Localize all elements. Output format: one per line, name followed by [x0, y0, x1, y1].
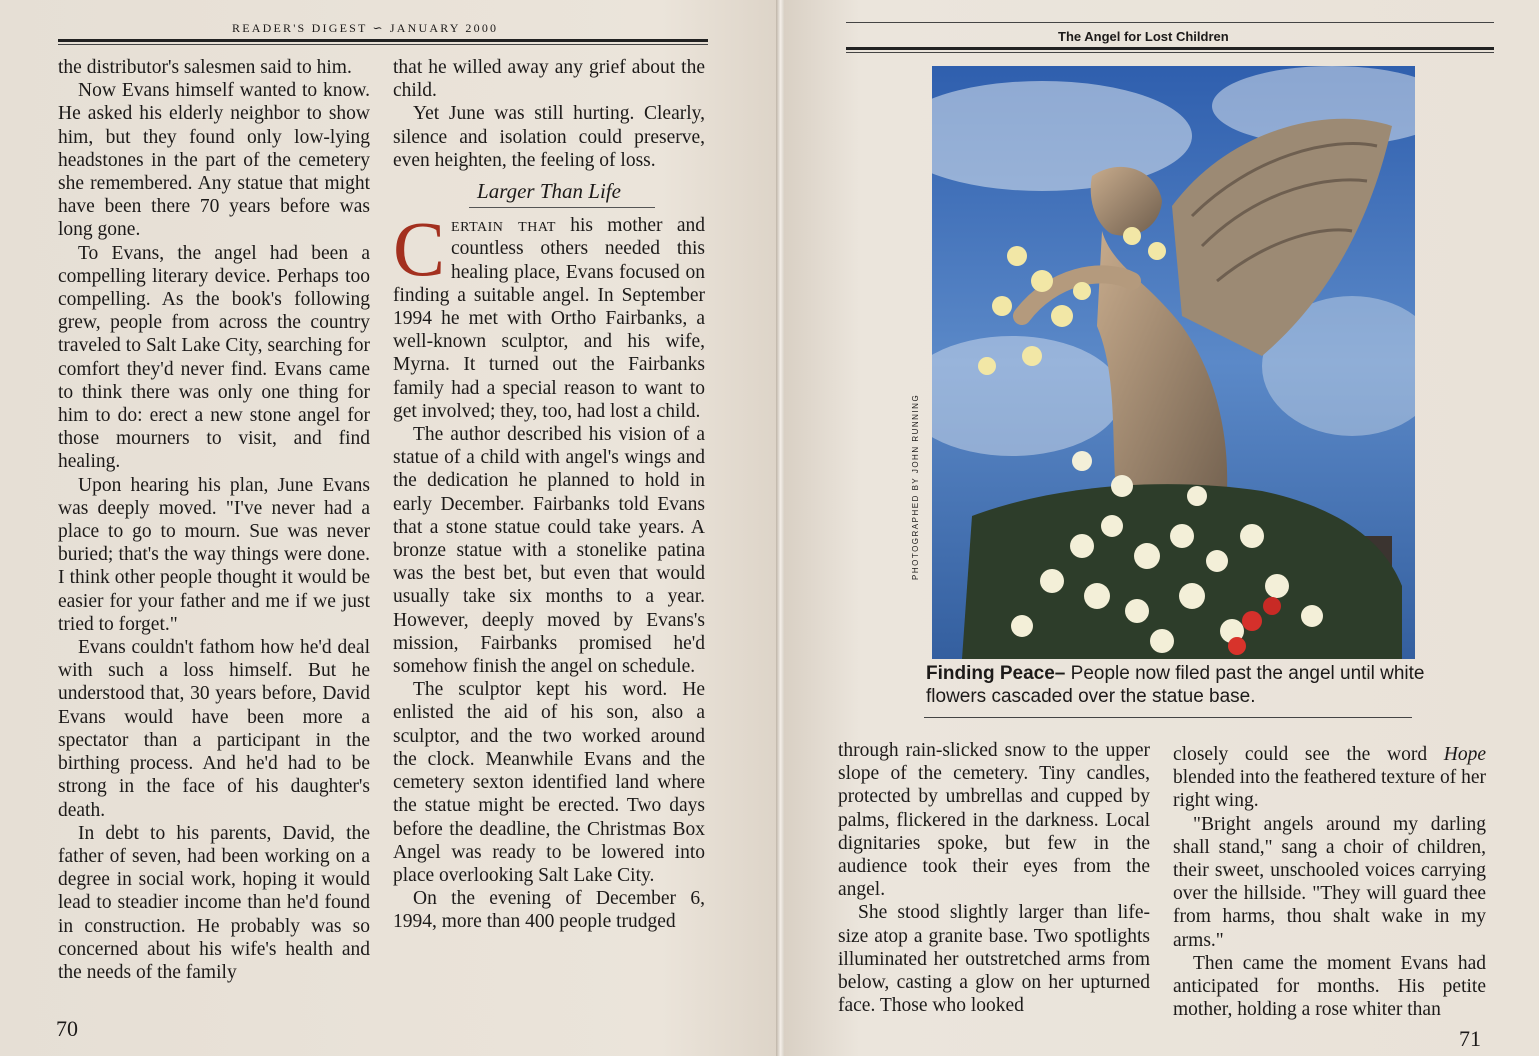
paragraph: Then came the moment Evans had anticipated for months. His petite mother, holding a rose whiter than	[1173, 952, 1486, 1021]
caption-text: People now filed past the angel until white flowers cascaded over the statue base.	[926, 663, 1425, 707]
paragraph: through rain-slicked snow to the upper slope of the cemetery. Tiny candles, protected by umbrellas and cupped by palms, flickered in the darkness. Local dignitaries spoke, but few in the audience took their eyes from the angel.	[838, 740, 1150, 901]
paragraph: The sculptor kept his word. He enlisted the aid of his son, also a sculptor, and the two worked around the clock. Meanwhile Evans and the cemetery sexton identified land where the statue might be erected. Two days before the deadline, the Christmas Box Angel was ready to be lowered into place overlooking Salt Lake City.	[393, 679, 705, 886]
paragraph: that he willed away any grief about the child.	[393, 57, 705, 102]
photo-credit: PHOTOGRAPHED BY JOHN RUNNING	[911, 393, 920, 580]
caption-rule	[924, 717, 1412, 718]
dropcap: C	[393, 205, 446, 293]
paragraph: She stood slightly larger than life-size atop a granite base. Two spotlights illuminated her outstretched arms from below, casting a glow on her upturned face. Those who looked	[838, 902, 1150, 1017]
right-column-1	[838, 739, 1150, 1017]
paragraph: On the evening of December 6, 1994, more than 400 people trudged	[393, 888, 705, 933]
text-run: closely could see the word	[1173, 744, 1444, 765]
header-rule-thin	[846, 52, 1494, 53]
lead-in-text: his mother and countless others needed this healing place, Evans focused on finding a suitable angel. In September 1994 he met with Ortho Fairbanks, a well-known sculptor, and his wife, Myrna. It turned out the Fairbanks family had a special reason to want to get involved; they, too, had lost a child.	[393, 215, 705, 422]
left-column-1	[58, 56, 370, 984]
paragraph: the distributor's salesmen said to him.	[58, 57, 352, 78]
header-rule	[58, 39, 708, 42]
subhead-rule	[469, 207, 655, 208]
paragraph: Yet June was still hurting. Clearly, silence and isolation could preserve, even heighten, the feeling of loss.	[393, 103, 705, 171]
right-page	[784, 0, 1539, 1056]
paragraph: To Evans, the angel had been a compelling literary device. Perhaps too compelling. As the book's following grew, people from across the country traveled to Salt Lake City, searching for comfort they'd never find. Evans came to think there was only one thing for him to do: erect a new stone angel for those mourners to visit, and find healing.	[58, 242, 370, 473]
left-column-2	[393, 56, 705, 934]
header-rule-top	[846, 22, 1494, 23]
angel-statue-photo	[932, 66, 1415, 659]
paragraph: Evans couldn't fathom how he'd deal with such a loss himself. But he understood that, 30 years before, David Evans would have been more a spectator than a participant in the birthing process. And he'd had to be strong in the face of his daughter's death.	[58, 637, 370, 821]
paragraph: The author described his vision of a statue of a child with angel's wings and the dedication he planned to hold in early December. Fairbanks told Evans that a stone statue could take years. A bronze statue with a stonelike patina was the best bet, but even that would usually take six months to a year. However, deeply moved by Evans's mission, Fairbanks promised he'd somehow finish the angel on schedule.	[393, 424, 705, 678]
page-number: 71	[1459, 1026, 1481, 1051]
header-rule-thin	[58, 44, 708, 45]
header-rule	[846, 47, 1494, 50]
paragraph	[1173, 743, 1486, 813]
dropcap-paragraph	[393, 205, 705, 423]
running-head: READER'S DIGEST ∽ JANUARY 2000	[232, 21, 499, 35]
right-column-2	[1173, 743, 1486, 1021]
running-head: The Angel for Lost Children	[1058, 29, 1229, 44]
photo-caption	[926, 662, 1426, 708]
lead-in-smallcaps: ertain that	[451, 215, 556, 237]
paragraph: Upon hearing his plan, June Evans was deeply moved. "I've never had a place to go to mourn. Sue was never buried; that's the way things were done. I think other people thought it would be easier for your father and me if we just tried to forget."	[58, 474, 370, 635]
italic-word: Hope	[1443, 744, 1486, 765]
paragraph: In debt to his parents, David, the father of seven, had been working on a degree in social work, hoping it would lead to steadier income than he'd found in construction. He probably was so concerned about his wife's health and the needs of the family	[58, 822, 370, 983]
page-number: 70	[56, 1016, 78, 1041]
section-subhead: Larger Than Life	[477, 179, 621, 204]
paragraph: Now Evans himself wanted to know. He asked his elderly neighbor to show him, but they found only low-lying headstones in the part of the cemetery she remembered. Any statue that might have been there 70 years before was long gone.	[58, 80, 370, 241]
paragraph: "Bright angels around my darling shall stand," sang a choir of children, their sweet, unschooled voices carrying over the hillside. "They will guard thee from harms, thou shalt wake in my arms."	[1173, 813, 1486, 951]
text-run: blended into the feathered texture of her right wing.	[1173, 767, 1486, 812]
caption-title: Finding Peace–	[926, 663, 1066, 684]
